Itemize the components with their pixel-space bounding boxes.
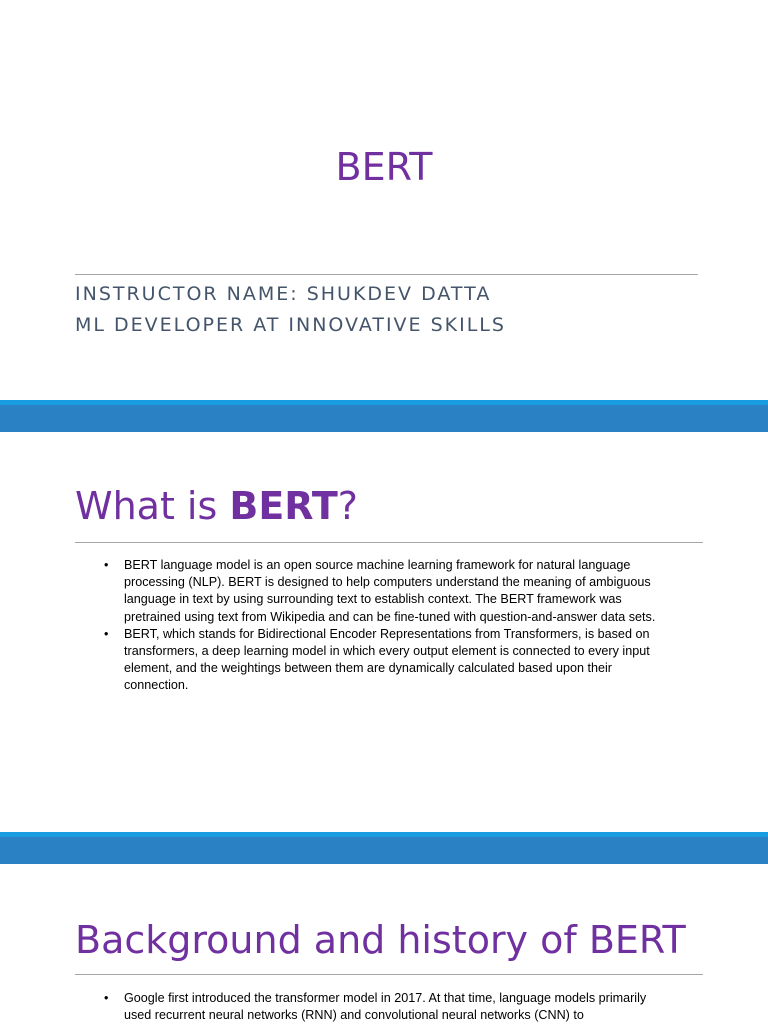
bullet-item: • Google first introduced the transformer model in 2017. At that time, language models primarily used recurrent neural networks (RNN) and convolutional neural networks (CNN) to — [103, 990, 665, 1024]
what-is-bert-slide — [0, 432, 768, 832]
bullet-list — [103, 990, 665, 1024]
background-history-slide — [0, 864, 768, 1024]
slide-heading: Background and history of BERT — [75, 918, 686, 962]
slide-separator — [0, 400, 768, 432]
bullet-item: • BERT language model is an open source machine learning framework for natural language processing (NLP). BERT is designed to help computers understand the meaning of ambiguous language in text by using surrounding text to establish context. The BERT framework was pretrained using text from Wikipedia and can be fine-tuned with question-and-answer data sets. — [103, 557, 665, 626]
slide-separator — [0, 832, 768, 864]
title-slide — [0, 0, 768, 400]
heading-suffix: ? — [337, 484, 358, 528]
bullet-item: • BERT, which stands for Bidirectional Encoder Representations from Transformers, is based on transformers, a deep learning model in which every output element is connected to every input element, and the weightings between them are dynamically calculated based upon their connection. — [103, 626, 665, 695]
heading-bold: BERT — [229, 484, 338, 528]
divider — [75, 974, 703, 975]
slide-heading — [75, 482, 358, 530]
heading-prefix: What is — [75, 484, 230, 528]
divider — [75, 542, 703, 543]
instructor-role: ML DEVELOPER AT INNOVATIVE SKILLS — [75, 314, 506, 336]
bullet-list — [103, 557, 665, 695]
slide-title: BERT — [335, 145, 433, 189]
instructor-name: INSTRUCTOR NAME: SHUKDEV DATTA — [75, 283, 492, 305]
divider — [75, 274, 698, 275]
